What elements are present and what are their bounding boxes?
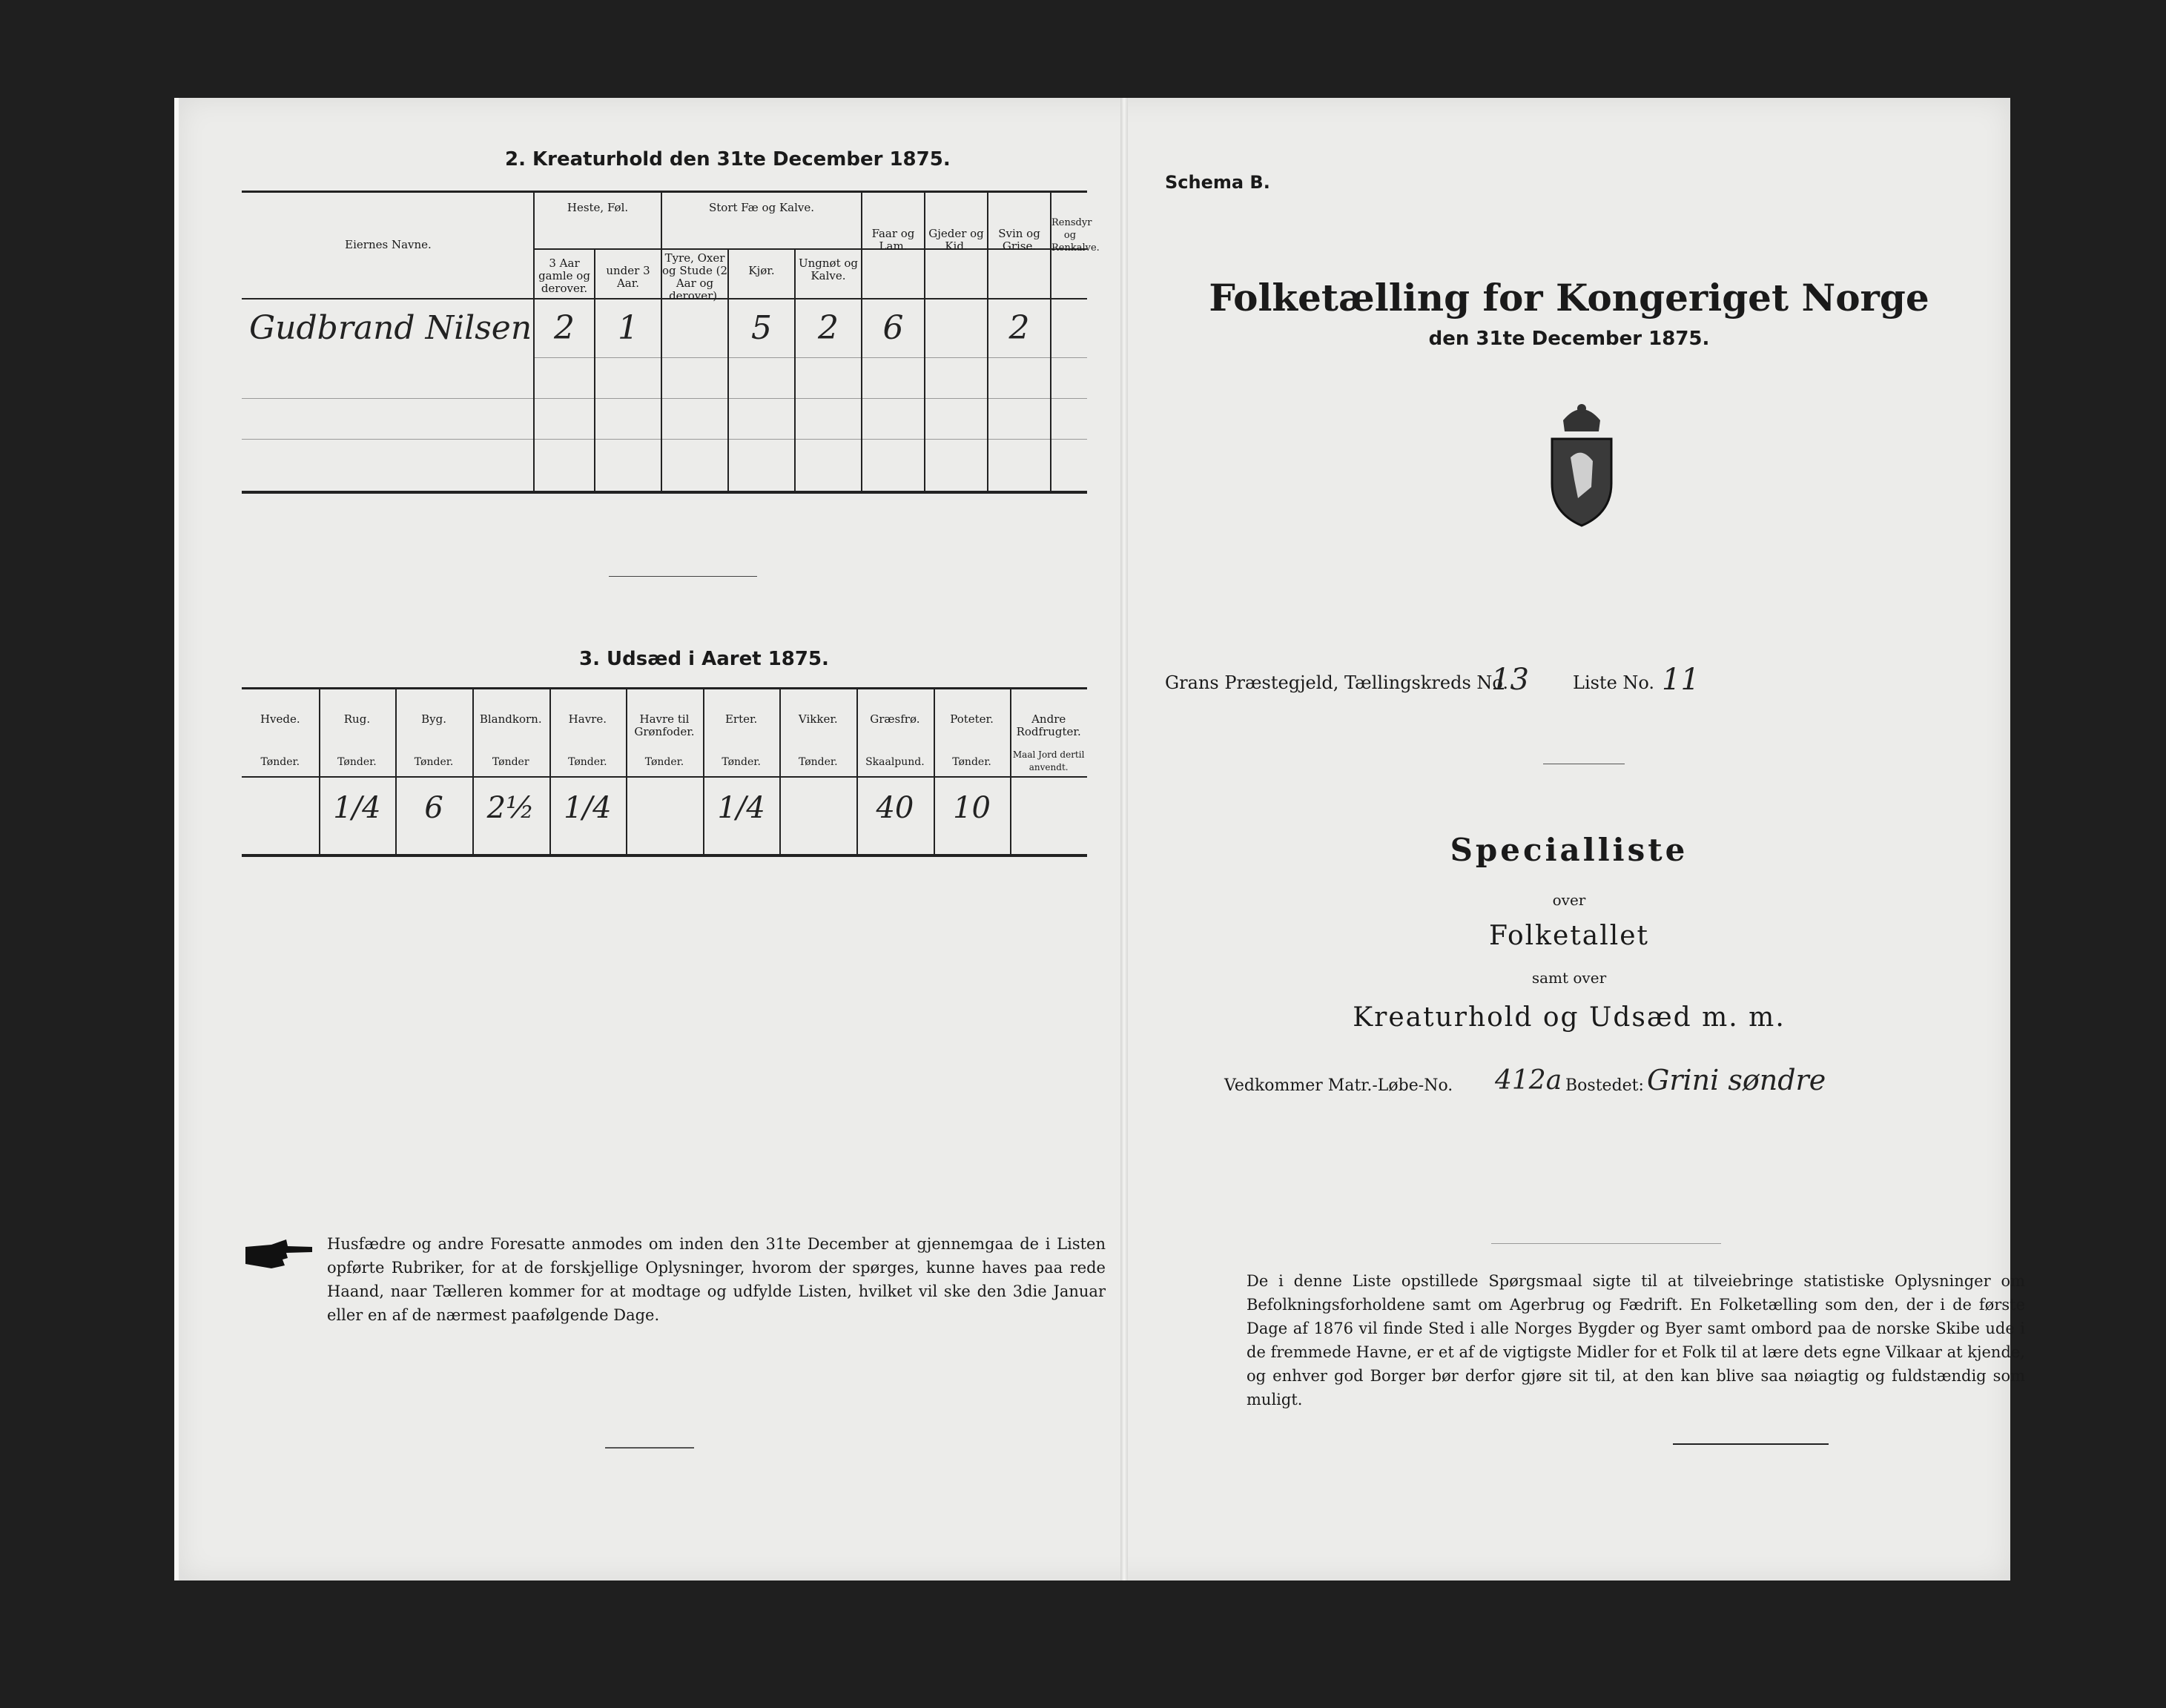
udsaed-col-unit-0: Tønder.: [260, 756, 300, 768]
document-sheet: [174, 98, 2025, 1580]
col-sheep-header: Faar og Lam.: [871, 227, 915, 253]
liste-label: Liste No.: [1573, 672, 1655, 693]
cattle-b-value: 5: [751, 309, 772, 347]
table2-top-rule: [242, 191, 1087, 193]
udsaed-col-header-10: Andre Rodfrugter.: [1016, 712, 1081, 738]
col-cattle-header: Stort Fæ og Kalve.: [708, 201, 815, 214]
bosted-label: Bostedet:: [1565, 1076, 1644, 1095]
sheep-value: 6: [882, 309, 904, 347]
col-cattle-a-header: Tyre, Oxer og Stude (2 Aar og derover).: [662, 251, 728, 302]
matr-label: Vedkommer Matr.-Løbe-No.: [1224, 1076, 1453, 1095]
ink-mark: [605, 1447, 694, 1449]
udsaed-col-header-6: Erter.: [724, 712, 758, 726]
cattle-c-value: 2: [818, 309, 839, 347]
footnote-text: De i denne Liste opstillede Spørgsmaal sigte til at tilveiebringe statistiske Oplysninger om Befolkningsforholdene samt om Agerbrug og Fædrift. En Folketælling som den, der i de første Dage af 1876 vil finde Sted i alle Norges Bygder og Byer samt ombord paa de norske Skibe ude i de fremmede Havne, er et af de vigtigste Midler for et Folk til at lære dets egne Vilkaar at kjende, og enhver god Borger bør derfor gjøre sit til, at den kan blive saa nøiagtig og fuldstændig som muligt.: [1247, 1272, 2025, 1409]
col-pig-header: Svin og Grise.: [998, 227, 1040, 253]
section3-heading: 3. Udsæd i Aaret 1875.: [579, 648, 829, 670]
pointing-hand-icon: [242, 1236, 316, 1273]
udsaed-value-3: 2½: [486, 791, 535, 825]
kreds-no: 13: [1491, 663, 1529, 697]
udsaed-value-8: 40: [876, 791, 914, 825]
udsaed-col-header-3: Blandkorn.: [479, 712, 542, 726]
udsaed-value-4: 1/4: [564, 791, 612, 825]
col-cattle-b-header: Kjør.: [748, 264, 775, 277]
udsaed-col-unit-4: Tønder.: [568, 756, 607, 768]
over-text: over: [1552, 891, 1586, 909]
notice-text: Husfædre og andre Foresatte anmodes om inden den 31te December at gjennemgaa de i Listen opførte Rubriker, for at de forskjellige Oplysninger, hvorom der spørges, kunne haves paa rede Haand, naar Tælleren kommer for at modtage og udfylde Listen, hvilket vil ske den 3die Januar eller en af de nærmest paafølgende Dage.: [327, 1235, 1106, 1324]
udsaed-col-header-8: Græsfrø.: [870, 712, 920, 726]
udsaed-col-unit-6: Tønder.: [722, 756, 761, 768]
end-rule: [1673, 1443, 1829, 1445]
page-fold: [1120, 98, 1128, 1580]
samt-over-text: samt over: [1531, 969, 1607, 987]
liste-no: 11: [1662, 663, 1700, 697]
census-date: den 31te December 1875.: [1428, 328, 1710, 350]
horse-b-value: 1: [618, 309, 638, 347]
udsaed-value-2: 6: [424, 791, 443, 825]
specialliste-title: Specialliste: [1450, 832, 1688, 868]
udsaed-col-header-2: Byg.: [421, 712, 447, 726]
census-title: Folketælling for Kongeriget Norge: [1209, 276, 1929, 320]
col-owner-header: Eiernes Navne.: [345, 238, 432, 251]
col-reindeer-header: Rensdyr og Renkalve.: [1051, 217, 1100, 254]
udsaed-col-header-4: Havre.: [568, 712, 607, 726]
udsaed-value-9: 10: [953, 791, 991, 825]
divider: [609, 576, 757, 577]
table3-bottom-rule: [242, 854, 1087, 857]
table3-top-rule: [242, 687, 1087, 689]
col-horse-header: Heste, Føl.: [567, 201, 629, 214]
udsaed-col-header-1: Rug.: [343, 712, 371, 726]
matr-no: 412a: [1495, 1065, 1562, 1096]
udsaed-value-6: 1/4: [717, 791, 765, 825]
udsaed-col-unit-9: Tønder.: [952, 756, 991, 768]
section2-heading: 2. Kreaturhold den 31te December 1875.: [505, 148, 951, 171]
udsaed-col-unit-3: Tønder: [492, 756, 529, 768]
udsaed-col-header-7: Vikker.: [798, 712, 838, 726]
udsaed-col-header-5: Havre til Grønfoder.: [634, 712, 695, 738]
col-horse-a-header: 3 Aar gamle og derover.: [538, 256, 590, 295]
udsaed-col-unit-10: Maal Jord dertil anvendt.: [1012, 749, 1085, 772]
col-cattle-c-header: Ungnøt og Kalve.: [798, 256, 859, 282]
kreaturhold-text: Kreaturhold og Udsæd m. m.: [1353, 1002, 1786, 1033]
right-page: [1128, 98, 2025, 1580]
prestegjeld-label: Grans Præstegjeld, Tællingskreds No.: [1165, 672, 1509, 693]
folketallet-text: Folketallet: [1488, 921, 1650, 951]
pig-value: 2: [1008, 309, 1030, 347]
udsaed-col-unit-5: Tønder.: [644, 756, 684, 768]
udsaed-col-unit-1: Tønder.: [337, 756, 377, 768]
table2-bottom-rule: [242, 491, 1087, 494]
left-page: [179, 98, 1120, 1580]
udsaed-value-1: 1/4: [333, 791, 381, 825]
col-horse-b-header: under 3 Aar.: [606, 264, 650, 290]
udsaed-col-unit-7: Tønder.: [798, 756, 838, 768]
schema-label: Schema B.: [1165, 172, 1270, 193]
udsaed-col-header-9: Poteter.: [950, 712, 994, 726]
udsaed-col-unit-8: Skaalpund.: [865, 756, 925, 768]
norway-coat-of-arms-icon: [1541, 398, 1622, 528]
horse-a-value: 2: [554, 309, 575, 347]
udsaed-col-unit-2: Tønder.: [414, 756, 454, 768]
col-goat-header: Gjeder og Kid.: [928, 227, 984, 253]
udsaed-col-header-0: Hvede.: [260, 712, 300, 726]
owner-name: Gudbrand Nilsen: [249, 309, 532, 347]
bosted-value: Grini søndre: [1647, 1064, 1826, 1096]
divider: [1491, 1243, 1721, 1244]
